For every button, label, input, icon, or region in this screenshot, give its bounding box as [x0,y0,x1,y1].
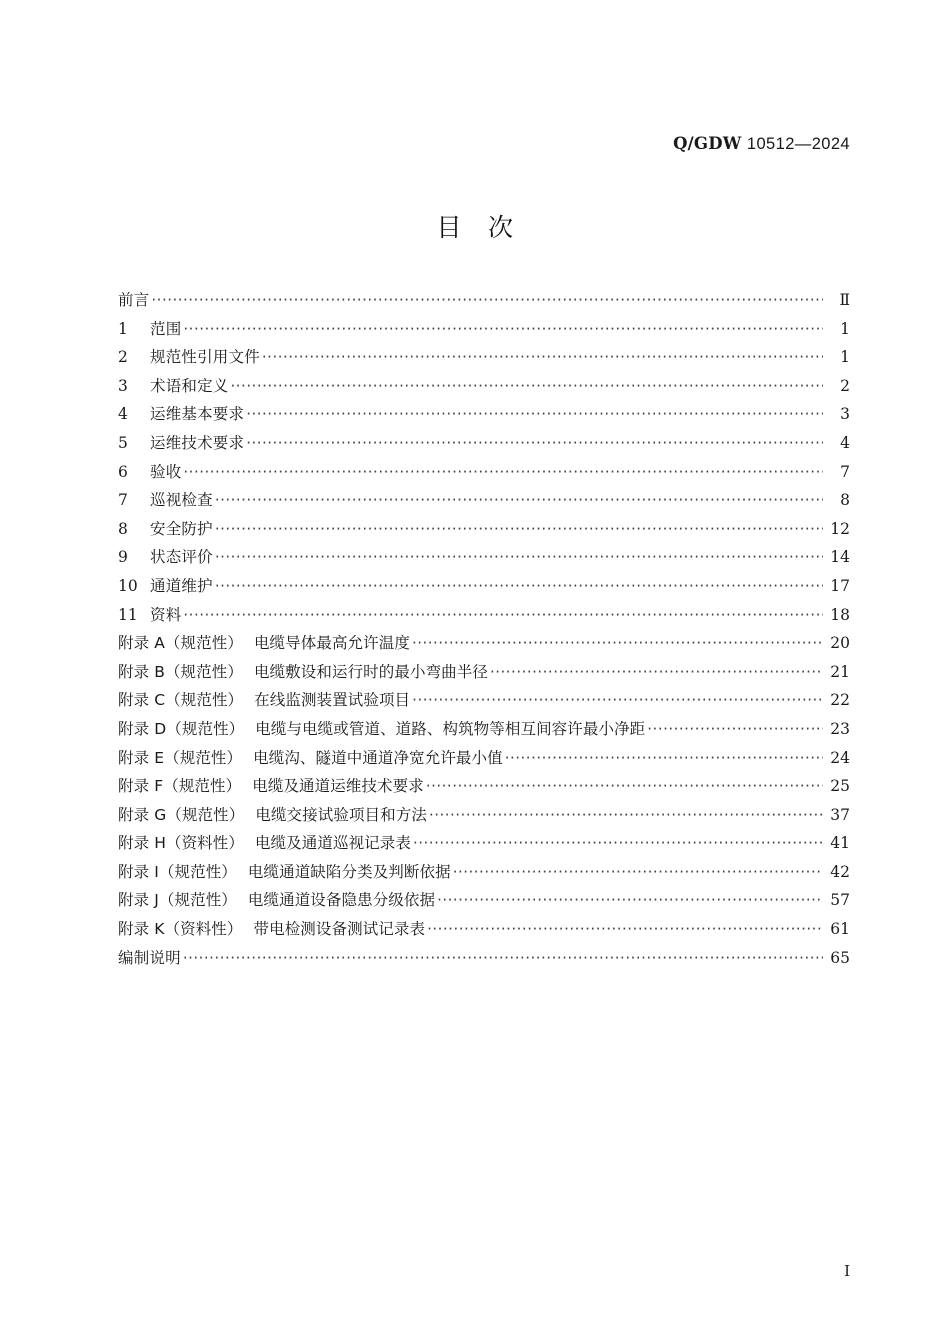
toc-dot-leader [412,634,823,650]
toc-entry-page: 21 [830,662,850,681]
page-title-char-1: 目 [436,213,462,242]
toc-entry[interactable] [118,774,850,803]
toc-entry-number: 附录 C（规范性） [118,691,244,710]
toc-entry[interactable] [118,431,850,460]
toc-entry-title: 电缆及通道巡视记录表 [254,834,411,853]
toc-entry-number: 11 [118,605,138,624]
toc-entry-number: 附录 K（资料性） [118,920,243,939]
toc-entry-page: 20 [830,634,850,653]
toc-entry-number: 10 [118,576,138,595]
toc-entry-title: 电缆通道设备隐患分级依据 [247,891,436,910]
toc-entry[interactable] [118,660,850,689]
toc-entry[interactable] [118,917,850,946]
toc-entry-page: 1 [840,348,850,367]
toc-entry-page: 3 [840,405,850,424]
toc-entry-title: 规范性引用文件 [150,348,260,367]
toc-entry-page: Ⅱ [839,291,850,309]
toc-entry-page: 41 [830,834,850,853]
toc-entry-label [118,374,229,396]
toc-entry-number: 附录 H（资料性） [118,834,244,853]
toc-dot-leader [262,348,823,364]
toc-dot-leader [183,320,823,336]
toc-entry-title: 电缆与电缆或管道、道路、构筑物等相互间容许最小净距 [255,719,646,738]
toc-entry-page: 14 [830,548,850,567]
toc-entry-label [118,803,427,825]
toc-entry[interactable] [118,402,850,431]
toc-entry[interactable] [118,488,850,517]
toc-dot-leader [215,491,823,507]
toc-entry-label [118,746,503,768]
toc-dot-leader [413,834,823,850]
toc-entry-number: 附录 F（规范性） [118,777,242,796]
toc-entry-page: 57 [830,891,850,910]
toc-entry-label [118,317,181,339]
standard-code: Q/GDW [673,134,742,153]
toc-entry-number: 8 [118,519,128,538]
toc-entry-page: 7 [840,462,850,481]
toc-entry-title: 电缆通道缺陷分类及判断依据 [247,862,451,881]
table-of-contents [118,288,850,974]
toc-entry[interactable] [118,517,850,546]
toc-entry-number: 附录 I（规范性） [118,862,237,881]
toc-entry-title: 验收 [150,462,182,481]
toc-entry-label [118,431,244,453]
toc-dot-leader [183,606,823,622]
toc-entry-title: 电缆导体最高允许温度 [253,634,410,653]
toc-entry-label [118,603,181,625]
toc-entry-title: 状态评价 [150,548,213,567]
toc-entry-number: 7 [118,491,128,510]
toc-entry-label [118,946,181,968]
toc-entry[interactable] [118,603,850,632]
toc-entry[interactable] [118,688,850,717]
toc-entry-label [118,517,213,539]
toc-entry-label [118,460,181,482]
toc-entry-number: 附录 B（规范性） [118,662,243,681]
page-title-char-2: 次 [488,213,514,242]
toc-entry-label [118,774,424,796]
toc-entry-title: 带电检测设备测试记录表 [253,920,426,939]
toc-entry-label [118,888,435,910]
toc-entry-number: 附录 G（规范性） [118,805,245,824]
toc-entry-label [118,860,451,882]
toc-dot-leader [429,806,823,822]
toc-entry-label [118,917,425,939]
toc-entry-title: 范围 [150,319,182,338]
toc-entry[interactable] [118,860,850,889]
toc-entry-page: 23 [830,719,850,738]
toc-entry-title: 在线监测装置试验项目 [254,691,411,710]
toc-entry-title: 术语和定义 [150,376,229,395]
toc-entry[interactable] [118,803,850,832]
toc-entry-page: 4 [840,433,850,452]
toc-entry-page: 2 [840,376,850,395]
toc-entry-page: 65 [830,948,850,967]
toc-entry[interactable] [118,374,850,403]
toc-entry-number: 9 [118,548,128,567]
toc-entry[interactable] [118,746,850,775]
toc-entry-label [118,545,213,567]
toc-entry-number: 附录 J（规范性） [118,891,237,910]
toc-entry-label [118,488,213,510]
toc-entry-number: 5 [118,433,128,452]
toc-entry-number: 2 [118,348,128,367]
toc-entry[interactable] [118,288,850,317]
toc-dot-leader [246,434,823,450]
toc-dot-leader [215,548,823,564]
toc-entry[interactable] [118,831,850,860]
toc-entry-page: 37 [830,805,850,824]
toc-entry-page: 18 [830,605,850,624]
toc-entry[interactable] [118,946,850,975]
toc-entry-page: 12 [830,519,850,538]
toc-entry-number: 附录 A（规范性） [118,634,243,653]
toc-entry[interactable] [118,545,850,574]
running-header [673,136,850,153]
toc-dot-leader [453,863,823,879]
toc-entry-page: 8 [840,491,850,510]
toc-entry-label [118,288,149,310]
toc-dot-leader [505,749,823,765]
toc-entry-title: 电缆及通道运维技术要求 [252,777,424,796]
toc-entry-number: 1 [118,319,128,338]
toc-entry-label [118,402,244,424]
toc-dot-leader [231,377,823,393]
toc-entry-number: 6 [118,462,128,481]
toc-entry-title: 前言 [118,291,150,309]
toc-entry[interactable] [118,317,850,346]
toc-entry-page: 1 [840,319,850,338]
toc-dot-leader [437,891,823,907]
toc-entry[interactable] [118,574,850,603]
toc-dot-leader [246,405,823,421]
toc-dot-leader [215,577,823,593]
toc-entry-title: 电缆交接试验项目和方法 [255,805,427,824]
toc-entry-label [118,831,411,853]
toc-entry-title: 电缆沟、隧道中通道净宽允许最小值 [253,748,503,767]
toc-dot-leader [426,777,823,793]
toc-entry-title: 电缆敷设和运行时的最小弯曲半径 [253,662,488,681]
toc-dot-leader [183,463,823,479]
toc-entry-title: 运维基本要求 [150,405,245,424]
toc-dot-leader [490,663,823,679]
toc-entry[interactable] [118,717,850,746]
toc-entry-page: 42 [830,862,850,881]
standard-number: 10512—2024 [746,135,850,153]
toc-entry-title: 资料 [150,605,182,624]
toc-entry-label [118,631,410,653]
toc-entry-page: 24 [830,748,850,767]
toc-entry-page: 17 [830,576,850,595]
toc-entry-label [118,345,260,367]
toc-entry-label [118,688,410,710]
page-title [0,208,950,244]
toc-dot-leader [151,291,823,307]
toc-entry-title: 通道维护 [150,576,213,595]
toc-entry-label [118,660,488,682]
toc-entry-number: 附录 D（规范性） [118,719,245,738]
toc-entry[interactable] [118,345,850,374]
toc-entry-page: 61 [830,920,850,939]
toc-entry-title: 巡视检查 [150,491,213,510]
toc-entry-label [118,574,213,596]
toc-dot-leader [412,691,823,707]
toc-entry-title: 运维技术要求 [150,433,245,452]
toc-entry-page: 25 [830,777,850,796]
toc-entry-page: 22 [830,691,850,710]
toc-entry-label [118,717,645,739]
toc-entry-number: 附录 E（规范性） [118,748,243,767]
toc-entry[interactable] [118,888,850,917]
toc-dot-leader [215,520,823,536]
toc-entry[interactable] [118,460,850,489]
toc-entry[interactable] [118,631,850,660]
toc-entry-title: 安全防护 [150,519,213,538]
toc-dot-leader [427,920,823,936]
toc-entry-number: 4 [118,405,128,424]
toc-dot-leader [183,949,823,965]
footer-page-number: I [844,1262,850,1280]
toc-entry-number: 3 [118,376,128,395]
toc-entry-title: 编制说明 [118,948,181,967]
toc-dot-leader [647,720,823,736]
